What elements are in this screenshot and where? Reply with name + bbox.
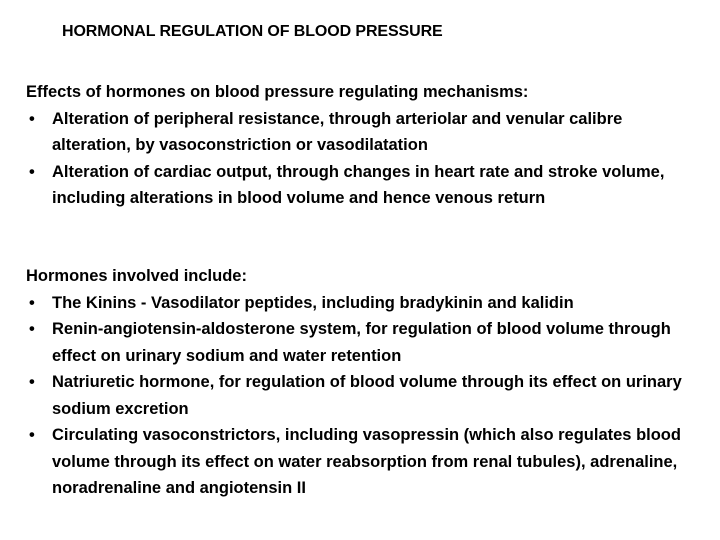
effects-section [26,79,701,212]
list-item-text: Alteration of cardiac output, through changes in heart rate and stroke volume, including alterations in blood volume and hence venous return [52,162,665,207]
list-item-text: The Kinins - Vasodilator peptides, including bradykinin and kalidin [52,293,574,312]
list-item-text: Circulating vasoconstrictors, including vasopressin (which also regulates blood volume through its effect on water reabsorption from renal tubules), adrenaline, noradrenaline and angiotensin II [52,426,681,497]
list-item-text: Natriuretic hormone, for regulation of blood volume through its effect on urinary sodium excretion [52,373,682,418]
bullet-icon: • [29,426,35,444]
effects-heading: Effects of hormones on blood pressure regulating mechanisms: [26,83,529,101]
list-item [26,369,701,422]
hormones-list [26,290,701,502]
list-item [26,422,701,502]
bullet-icon: • [29,293,35,312]
list-item-text: Alteration of peripheral resistance, through arteriolar and venular calibre alteration, by vasoconstriction or vasodilatation [52,109,623,154]
bullet-icon: • [29,162,35,181]
bullet-icon: • [29,373,35,391]
bullet-icon: • [29,320,35,338]
list-item-text: Renin-angiotensin-aldosterone system, for regulation of blood volume through effect on urinary sodium and water retention [52,320,671,365]
slide-title: HORMONAL REGULATION OF BLOOD PRESSURE [62,23,443,40]
effects-list [26,106,701,212]
list-item [26,290,701,317]
list-item [26,316,701,369]
list-item [26,106,701,159]
hormones-section [26,263,701,502]
list-item [26,159,701,212]
bullet-icon: • [29,109,35,128]
hormones-heading: Hormones involved include: [26,267,247,285]
